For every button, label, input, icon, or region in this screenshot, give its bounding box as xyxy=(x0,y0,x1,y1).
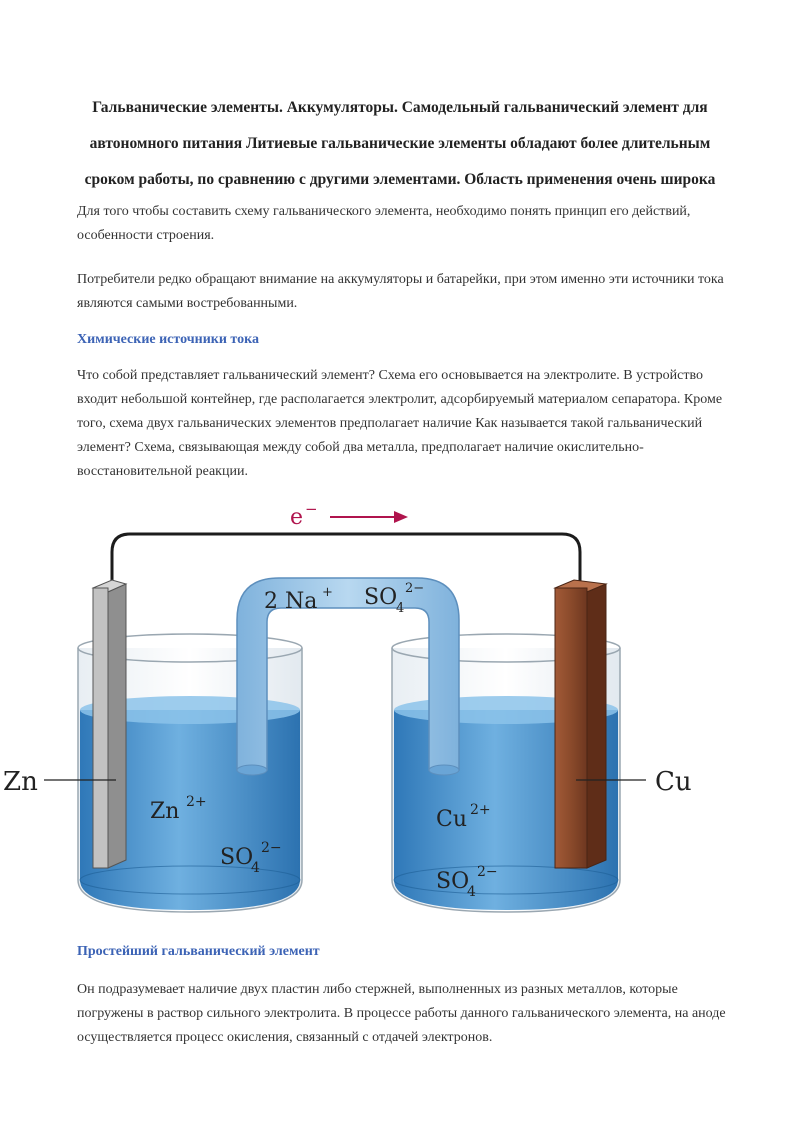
bridge-cation-charge: + xyxy=(322,585,333,600)
right-anion: SO xyxy=(436,869,470,894)
right-cation-charge: 2+ xyxy=(470,802,491,818)
anode-label: Zn xyxy=(3,767,38,797)
right-anion-charge: 2− xyxy=(477,864,498,880)
cathode-label: Cu xyxy=(655,767,692,797)
bridge-anion: SO xyxy=(364,585,398,610)
left-anion-subscript: 4 xyxy=(251,860,260,876)
right-anion-subscript: 4 xyxy=(467,884,476,900)
article-title: Гальванические элементы. Аккумуляторы. Самодельный гальванический элемент для автономного питания Литиевые гальванические элементы обладают более длительным сроком работы, по сравнению с другими элементами. Область применения очень широка xyxy=(84,99,716,188)
right-cation: Cu xyxy=(436,807,468,832)
intro-paragraph-1: Для того чтобы составить схему гальванического элемента, необходимо понять принцип его действий, особенности строения. xyxy=(77,204,691,243)
copper-electrode xyxy=(555,580,606,868)
left-anion-charge: 2− xyxy=(261,840,282,856)
bridge-anion-subscript: 4 xyxy=(396,601,405,616)
section-paragraph-chemical-sources: Что собой представляет гальванический элемент? Схема его основывается на электролите. В устройство входит небольшой контейнер, где располагается электролит, адсорбируемый материалом сепаратора. Кроме того, схема двух гальванических элементов предполагает наличие Как называется такой гальванический элемент? Схема, связывающая между собой два металла, предполагает наличие окислительно-восстановительной реакции. xyxy=(77,368,723,479)
zinc-electrode xyxy=(93,580,126,868)
electron-flow-arrowhead xyxy=(394,511,408,523)
bridge-anion-charge: 2− xyxy=(405,581,425,596)
left-cation-charge: 2+ xyxy=(186,794,207,810)
section-paragraph-simplest-cell: Он подразумевает наличие двух пластин либо стержней, выполненных из разных металлов, которые погружены в раствор сильного электролита. В процессе работы данного гальванического элемента, на аноде осуществляется процесс окисления, связанный с отдачей электронов. xyxy=(77,982,726,1045)
electron-charge: − xyxy=(305,500,318,518)
left-cation: Zn xyxy=(150,799,180,824)
left-anion: SO xyxy=(220,845,254,870)
section-heading-chemical-sources[interactable]: Химические источники тока xyxy=(77,332,259,347)
galvanic-cell-diagram xyxy=(0,500,800,930)
section-heading-simplest-cell[interactable]: Простейший гальванический элемент xyxy=(77,944,320,959)
intro-paragraph-2: Потребители редко обращают внимание на аккумуляторы и батарейки, при этом именно эти источники тока являются самыми востребованными. xyxy=(77,272,724,311)
bridge-cation: 2 Na xyxy=(264,589,318,614)
electron-label: e xyxy=(290,505,304,530)
